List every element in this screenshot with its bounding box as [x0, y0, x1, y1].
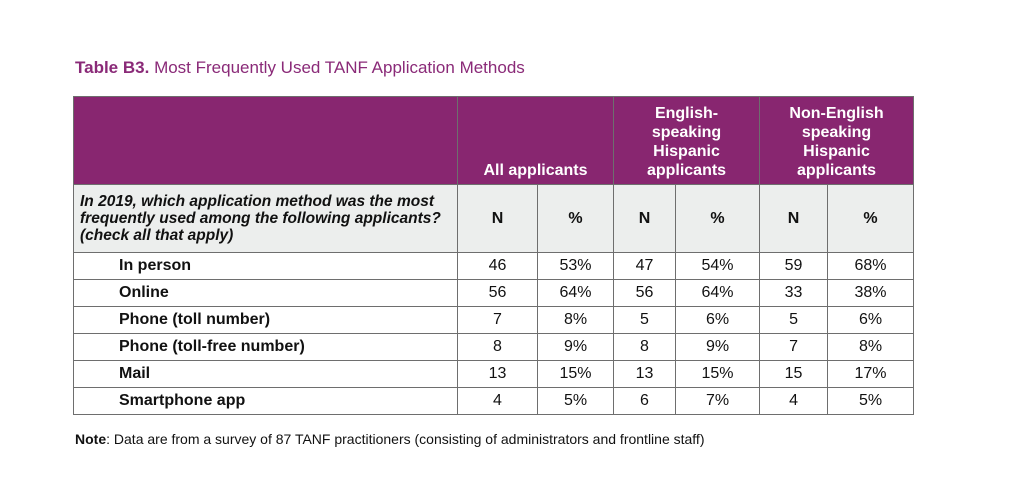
- table-row: [74, 307, 914, 334]
- row-label: In person: [74, 253, 458, 280]
- cell-value: 54%: [676, 253, 760, 280]
- col-pct-header: %: [538, 185, 614, 253]
- column-header-row: [74, 185, 914, 253]
- cell-value: 47: [614, 253, 676, 280]
- col-n-header: N: [760, 185, 828, 253]
- cell-value: 6: [614, 388, 676, 415]
- group-header-line: Non-English: [789, 105, 884, 122]
- cell-value: 53%: [538, 253, 614, 280]
- table-title-text: Most Frequently Used TANF Application Methods: [154, 58, 525, 77]
- col-n-header: N: [458, 185, 538, 253]
- table-row: [74, 361, 914, 388]
- cell-value: 5%: [828, 388, 914, 415]
- table-row: [74, 253, 914, 280]
- table-row: [74, 334, 914, 361]
- cell-value: 6%: [676, 307, 760, 334]
- table-row: [74, 388, 914, 415]
- group-header-line: speaking: [651, 124, 722, 141]
- note-label: Note: [75, 431, 107, 447]
- cell-value: 64%: [676, 280, 760, 307]
- table-note: [75, 431, 705, 447]
- group-header-line: Hispanic: [803, 143, 870, 160]
- cell-value: 68%: [828, 253, 914, 280]
- cell-value: 15%: [538, 361, 614, 388]
- row-label: Smartphone app: [74, 388, 458, 415]
- cell-value: 59: [760, 253, 828, 280]
- cell-value: 8: [458, 334, 538, 361]
- cell-value: 38%: [828, 280, 914, 307]
- cell-value: 15: [760, 361, 828, 388]
- cell-value: 7: [458, 307, 538, 334]
- table-title-label: Table B3.: [75, 58, 150, 77]
- cell-value: 5: [760, 307, 828, 334]
- group-header-line: Hispanic: [653, 143, 720, 160]
- col-pct-header: %: [828, 185, 914, 253]
- cell-value: 5%: [538, 388, 614, 415]
- cell-value: 13: [458, 361, 538, 388]
- cell-value: 9%: [538, 334, 614, 361]
- col-pct-header: %: [676, 185, 760, 253]
- cell-value: 46: [458, 253, 538, 280]
- row-label: Phone (toll number): [74, 307, 458, 334]
- cell-value: 8%: [828, 334, 914, 361]
- row-label: Online: [74, 280, 458, 307]
- note-text: : Data are from a survey of 87 TANF practitioners (consisting of administrators and frontline staff): [106, 431, 705, 447]
- cell-value: 7%: [676, 388, 760, 415]
- cell-value: 7: [760, 334, 828, 361]
- question-cell: In 2019, which application method was the most frequently used among the following applicants? (check all that apply): [74, 185, 458, 253]
- cell-value: 17%: [828, 361, 914, 388]
- cell-value: 5: [614, 307, 676, 334]
- data-table: [73, 96, 914, 415]
- cell-value: 4: [760, 388, 828, 415]
- group-header-row: [74, 97, 914, 185]
- row-label: Mail: [74, 361, 458, 388]
- cell-value: 33: [760, 280, 828, 307]
- group-header-line: All applicants: [483, 162, 588, 179]
- row-label: Phone (toll-free number): [74, 334, 458, 361]
- group-header-line: speaking: [801, 124, 872, 141]
- cell-value: 15%: [676, 361, 760, 388]
- group-header-english: [614, 97, 760, 185]
- cell-value: 8: [614, 334, 676, 361]
- cell-value: 9%: [676, 334, 760, 361]
- group-header-line: applicants: [646, 162, 727, 179]
- cell-value: 13: [614, 361, 676, 388]
- cell-value: 8%: [538, 307, 614, 334]
- group-header-line: English-: [654, 105, 719, 122]
- table-row: [74, 280, 914, 307]
- cell-value: 56: [614, 280, 676, 307]
- group-header-line: applicants: [796, 162, 877, 179]
- cell-value: 6%: [828, 307, 914, 334]
- group-header-non-english: [760, 97, 914, 185]
- header-blank-cell: [74, 97, 458, 185]
- cell-value: 4: [458, 388, 538, 415]
- table-title: [75, 58, 525, 78]
- col-n-header: N: [614, 185, 676, 253]
- group-header-all: [458, 97, 614, 185]
- cell-value: 56: [458, 280, 538, 307]
- cell-value: 64%: [538, 280, 614, 307]
